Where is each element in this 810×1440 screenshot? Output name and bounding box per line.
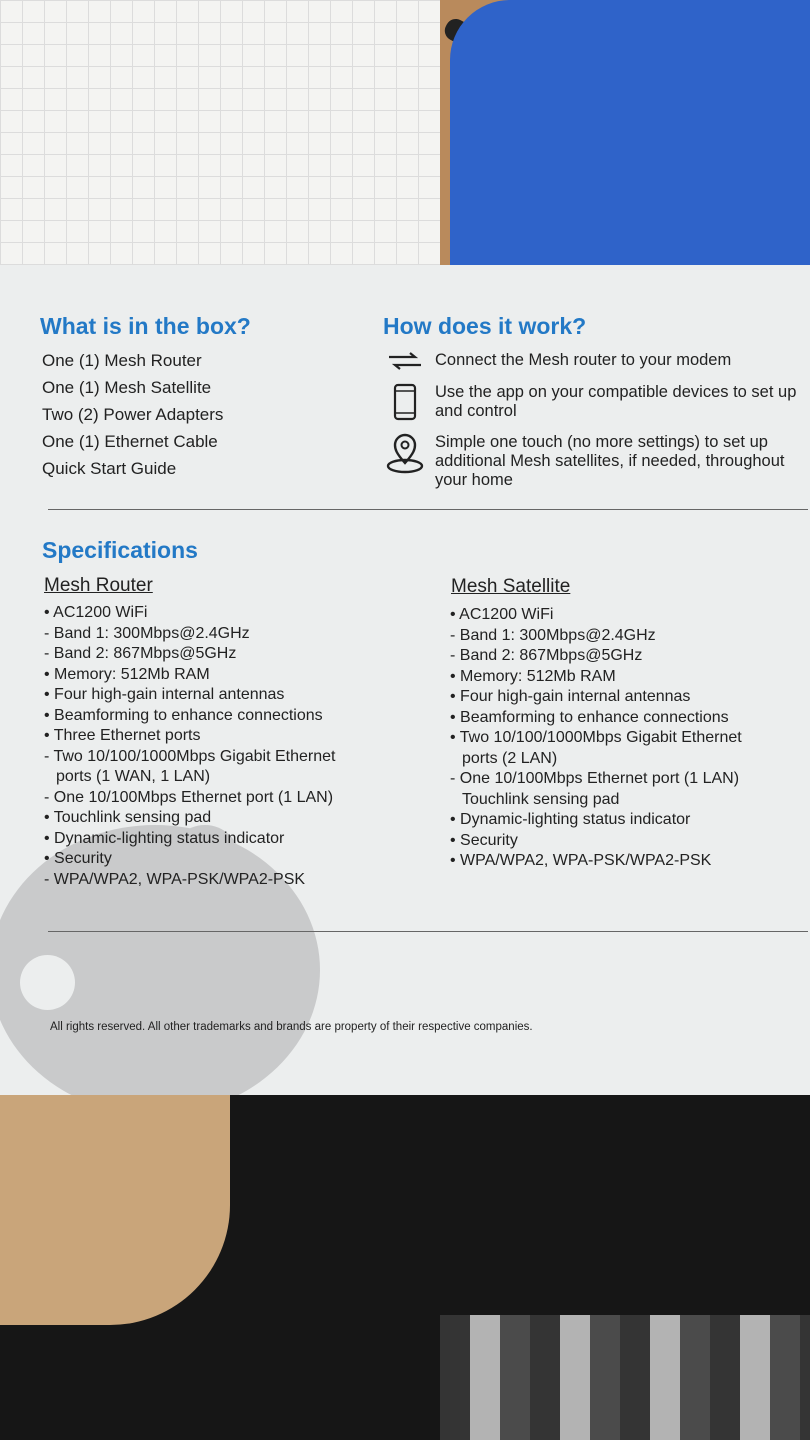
spec-line: • Beamforming to enhance connections bbox=[450, 708, 729, 726]
blue-cloth bbox=[450, 0, 810, 270]
location-pin-icon bbox=[383, 433, 427, 475]
box-item: One (1) Ethernet Cable bbox=[42, 432, 218, 451]
router-spec-list bbox=[44, 603, 335, 890]
plaid-fabric bbox=[440, 1315, 810, 1440]
spec-line: • Security bbox=[44, 850, 112, 867]
box-contents-list bbox=[42, 347, 223, 482]
step-text: Connect the Mesh router to your modem bbox=[435, 351, 732, 369]
spec-line: • Dynamic-lighting status indicator bbox=[450, 811, 691, 828]
divider bbox=[48, 931, 808, 932]
spec-line: • Three Ethernet ports bbox=[44, 727, 201, 744]
spec-line: • Touchlink sensing pad bbox=[44, 809, 212, 826]
step-text: Simple one touch (no more settings) to set up additional Mesh satellites, if needed, throughout your home bbox=[435, 433, 785, 489]
spec-line: • Memory: 512Mb RAM bbox=[44, 665, 210, 683]
step-text: Use the app on your compatible devices to set up and control bbox=[435, 383, 797, 420]
box-contents-heading: What is in the box? bbox=[40, 313, 251, 339]
spec-line: Touchlink sensing pad bbox=[462, 790, 620, 808]
spec-line: - Band 2: 867Mbps@5GHz bbox=[450, 647, 643, 664]
spec-line: • Security bbox=[450, 831, 518, 849]
spec-line: • AC1200 WiFi bbox=[44, 604, 148, 621]
arrows-icon bbox=[383, 351, 427, 371]
box-item: One (1) Mesh Router bbox=[42, 351, 202, 370]
spec-line: • Beamforming to enhance connections bbox=[44, 706, 323, 724]
footer-legal-text: All rights reserved. All other trademarks and brands are property of their respective companies. bbox=[50, 1021, 533, 1033]
specifications-heading: Specifications bbox=[42, 537, 198, 563]
step-app bbox=[383, 383, 803, 421]
spec-line: - WPA/WPA2, WPA-PSK/WPA2-PSK bbox=[44, 870, 306, 888]
spec-line: - One 10/100Mbps Ethernet port (1 LAN) bbox=[44, 788, 334, 806]
spec-line: - Two 10/100/1000Mbps Gigabit Ethernet bbox=[44, 747, 336, 765]
product-box-panel bbox=[0, 265, 810, 1095]
how-it-works-heading: How does it work? bbox=[383, 313, 587, 339]
spec-line: ports (1 WAN, 1 LAN) bbox=[56, 768, 211, 785]
spec-line: • Dynamic-lighting status indicator bbox=[44, 829, 285, 847]
background-desk-top bbox=[0, 0, 810, 270]
router-subheading: Mesh Router bbox=[44, 575, 153, 596]
box-item: Two (2) Power Adapters bbox=[42, 405, 224, 424]
spec-line: • AC1200 WiFi bbox=[450, 606, 554, 623]
how-it-works-steps bbox=[383, 351, 803, 502]
wood-surface bbox=[0, 1095, 230, 1325]
box-item: Quick Start Guide bbox=[42, 459, 177, 478]
spec-line: - Band 2: 867Mbps@5GHz bbox=[44, 645, 237, 662]
spec-line: • Memory: 512Mb RAM bbox=[450, 667, 616, 685]
spec-line: • Two 10/100/1000Mbps Gigabit Ethernet bbox=[450, 729, 742, 746]
step-connect bbox=[383, 351, 803, 371]
grid-paper bbox=[0, 0, 440, 270]
satellite-spec-list bbox=[450, 605, 742, 872]
spec-line: • Four high-gain internal antennas bbox=[44, 686, 285, 703]
spec-line: - Band 1: 300Mbps@2.4GHz bbox=[450, 626, 656, 644]
spec-line: - Band 1: 300Mbps@2.4GHz bbox=[44, 624, 250, 642]
satellite-subheading: Mesh Satellite bbox=[451, 576, 571, 597]
phone-icon bbox=[383, 383, 427, 421]
background-bottom bbox=[0, 1095, 810, 1440]
bear-watermark-eye bbox=[20, 955, 75, 1010]
spec-line: • WPA/WPA2, WPA-PSK/WPA2-PSK bbox=[450, 852, 712, 869]
spec-line: • Four high-gain internal antennas bbox=[450, 688, 691, 705]
step-satellite bbox=[383, 433, 803, 490]
spec-line: ports (2 LAN) bbox=[462, 749, 558, 767]
spec-line: - One 10/100Mbps Ethernet port (1 LAN) bbox=[450, 770, 740, 787]
divider bbox=[48, 509, 808, 510]
box-item: One (1) Mesh Satellite bbox=[42, 378, 212, 397]
